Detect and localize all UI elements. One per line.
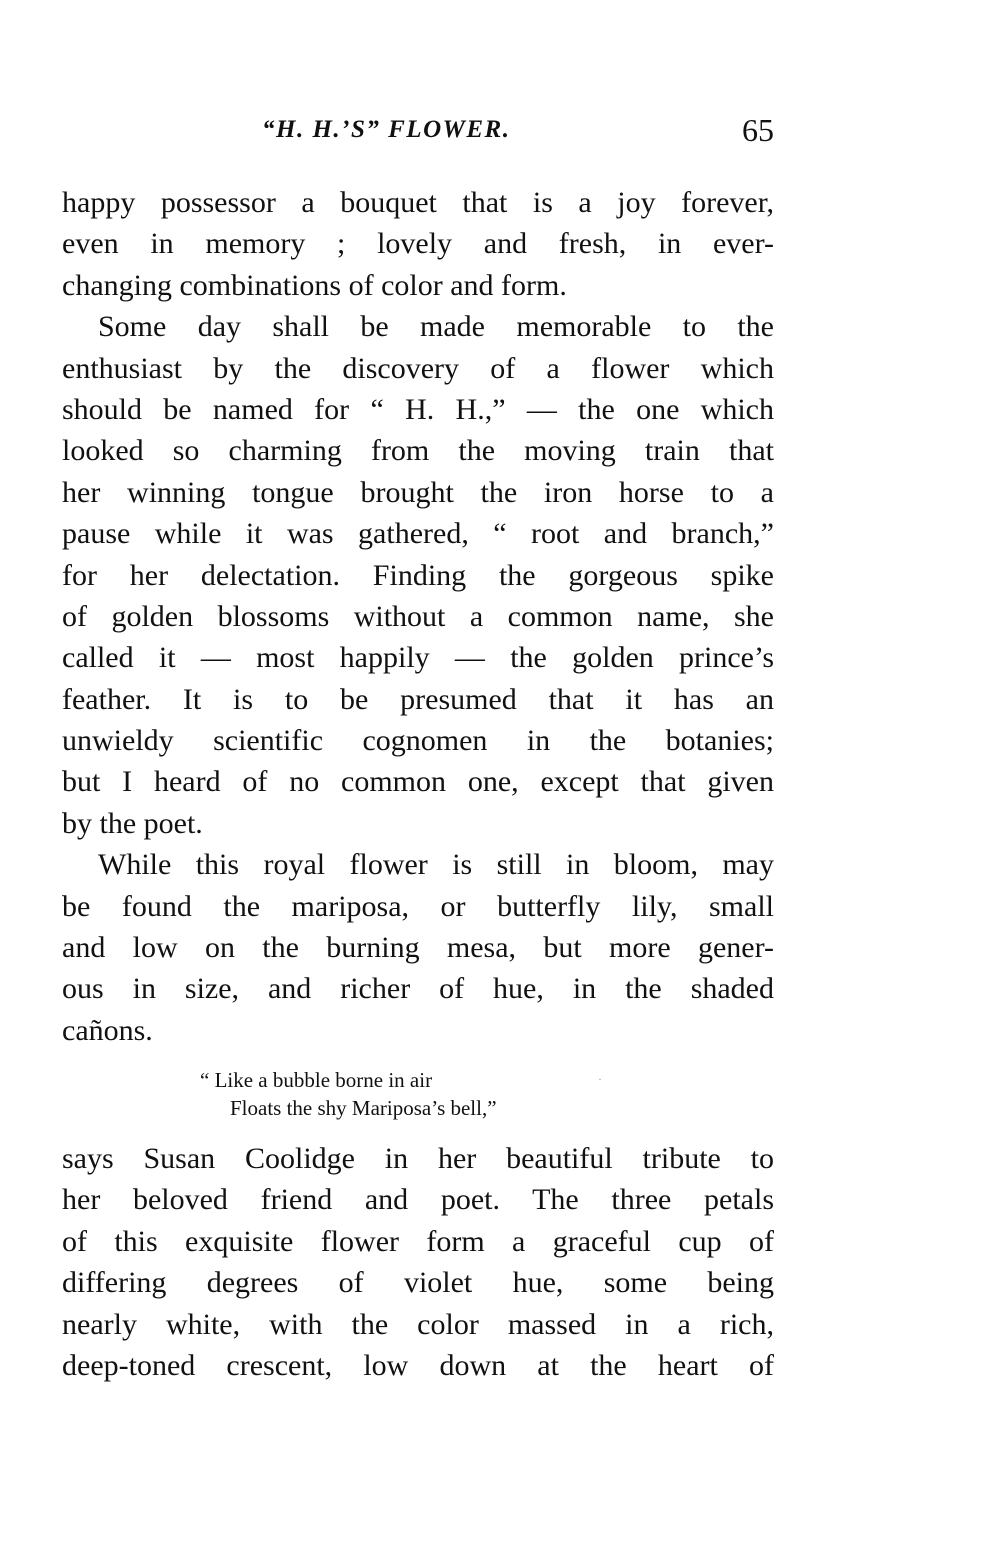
text-line: of golden blossoms without a common name, she: [62, 599, 774, 633]
paragraph-1: [62, 182, 774, 306]
text-line: changing combinations of color and form.: [62, 268, 567, 302]
paragraph-4: [62, 1138, 774, 1386]
text-line: by the poet.: [62, 806, 203, 840]
text-line: enthusiast by the discovery of a flower which: [62, 351, 774, 385]
quote-line-2: Floats the shy Mariposa’s bell,”: [230, 1096, 497, 1120]
text-line: differing degrees of violet hue, some being: [62, 1266, 774, 1300]
running-head: “H. H.’S” FLOWER.: [262, 116, 511, 143]
text-line: be found the mariposa, or butterfly lily, small: [62, 889, 774, 923]
text-line: her beloved friend and poet. The three petals: [62, 1183, 774, 1217]
text-line: Some day shall be made memorable to the: [98, 310, 774, 344]
text-line: of this exquisite flower form a graceful cup of: [62, 1224, 774, 1258]
verse-quote: [200, 1066, 497, 1122]
text-line: for her delectation. Finding the gorgeous spike: [62, 558, 774, 592]
print-speck: ·: [598, 1072, 602, 1086]
text-line: but I heard of no common one, except that given: [62, 765, 774, 799]
text-line: and low on the burning mesa, but more gener-: [62, 931, 774, 965]
paragraph-3: [62, 844, 774, 1051]
text-line: looked so charming from the moving train that: [62, 434, 774, 468]
text-line: happy possessor a bouquet that is a joy forever,: [62, 186, 774, 219]
text-line: says Susan Coolidge in her beautiful tribute to: [62, 1142, 774, 1175]
text-line: her winning tongue brought the iron horse to a: [62, 475, 774, 509]
quote-line-1: “ Like a bubble borne in air: [200, 1068, 433, 1092]
text-line: While this royal flower is still in bloom, may: [98, 848, 774, 882]
page-number: 65: [742, 112, 774, 148]
text-line: unwieldy scientific cognomen in the botanies;: [62, 724, 774, 758]
text-line: called it — most happily — the golden prince’s: [62, 641, 774, 675]
text-line: cañons.: [62, 1013, 153, 1047]
text-line: pause while it was gathered, “ root and branch,”: [62, 517, 774, 551]
text-line: ous in size, and richer of hue, in the shaded: [62, 972, 774, 1006]
text-line: even in memory ; lovely and fresh, in ever-: [62, 227, 774, 261]
text-line: nearly white, with the color massed in a rich,: [62, 1307, 774, 1341]
body-text: [62, 182, 774, 1051]
text-line: should be named for “ H. H.,” — the one which: [62, 392, 774, 426]
text-line: deep-toned crescent, low down at the heart of: [62, 1348, 774, 1382]
paragraph-2: [62, 306, 774, 844]
page-header: [262, 112, 774, 158]
text-line: feather. It is to be presumed that it has an: [62, 682, 774, 716]
